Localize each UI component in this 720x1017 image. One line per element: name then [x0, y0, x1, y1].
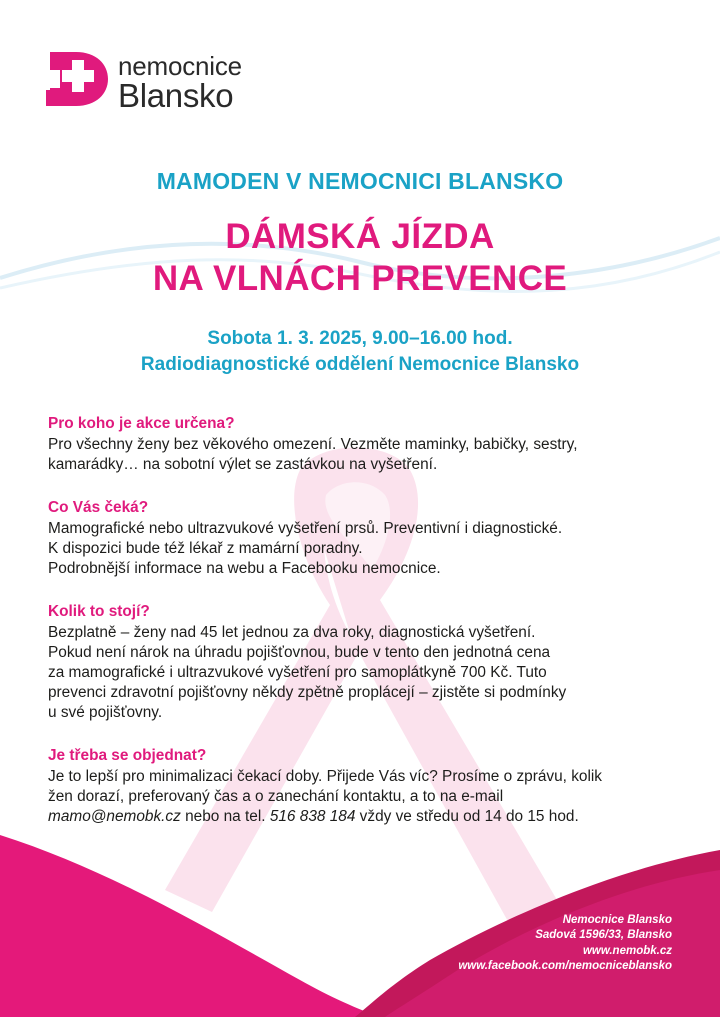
contact-text: nebo na tel. [180, 808, 270, 825]
event-title-line-1: DÁMSKÁ JÍZDA [225, 217, 495, 256]
section-what [48, 498, 678, 579]
logo-text-blansko: Blansko [118, 77, 234, 114]
section-text-line: Pokud není nárok na úhradu pojišťovnou, bude v tento den jednotná cena [48, 644, 551, 661]
section-text-line: K dispozici bude též lékař z mamární poradny. [48, 540, 363, 557]
event-location: Radiodiagnostické oddělení Nemocnice Blansko [140, 354, 580, 375]
section-text-line: Mamografické nebo ultrazvukové vyšetření prsů. Preventivní i diagnostické. [48, 520, 563, 537]
footer-address: Sadová 1596/33, Blansko [535, 929, 672, 942]
section-text-line: Pro všechny ženy bez věkového omezení. Vezměte maminky, babičky, sestry, [48, 436, 578, 453]
hospital-cross-logo-icon [46, 46, 110, 112]
contact-line [48, 807, 678, 827]
hospital-logo [46, 44, 286, 114]
section-who [48, 414, 678, 475]
section-text-line: za mamografické i ultrazvukové vyšetření pro samoplátkyně 700 Kč. Tuto [48, 664, 547, 681]
section-price [48, 602, 678, 723]
event-date-time: Sobota 1. 3. 2025, 9.00–16.00 hod. [207, 328, 513, 349]
event-details [0, 326, 720, 378]
section-text-line: žen dorazí, preferovaný čas a o zanechání kontaktu, a to na e-mail [48, 788, 504, 805]
section-text-line: prevenci zdravotní pojišťovny někdy zpětně proplácejí – zjistěte si podmínky [48, 684, 567, 701]
info-sections [48, 414, 678, 850]
footer-org: Nemocnice Blansko [562, 914, 672, 926]
section-text-line: u své pojišťovny. [48, 704, 163, 721]
footer-facebook-link[interactable]: www.facebook.com/nemocniceblansko [458, 960, 672, 973]
section-heading: Je třeba se objednat? [48, 747, 207, 764]
section-text-line: Podrobnější informace na webu a Facebooku nemocnice. [48, 560, 441, 577]
section-text-line: kamarádky… na sobotní výlet se zastávkou na vyšetření. [48, 456, 438, 473]
event-subtitle: MAMODEN V NEMOCNICI BLANSKO [156, 168, 564, 194]
contact-text: vždy ve středu od 14 do 15 hod. [355, 808, 579, 825]
event-title [0, 216, 720, 300]
section-heading: Pro koho je akce určena? [48, 415, 235, 432]
footer-contact [458, 913, 672, 975]
contact-phone-link[interactable]: 516 838 184 [269, 808, 356, 825]
section-heading: Kolik to stojí? [48, 603, 150, 620]
section-booking [48, 746, 678, 827]
section-text-line: Je to lepší pro minimalizaci čekací doby. Přijede Vás víc? Prosíme o zprávu, kolik [48, 768, 603, 785]
section-heading: Co Vás čeká? [48, 499, 149, 516]
event-title-line-2: NA VLNÁCH PREVENCE [152, 259, 568, 298]
section-text-line: Bezplatně – ženy nad 45 let jednou za dva roky, diagnostická vyšetření. [48, 624, 536, 641]
logo-text-nemocnice: nemocnice [118, 51, 242, 81]
footer-web-link[interactable]: www.nemobk.cz [582, 944, 672, 957]
contact-email-link[interactable]: mamo@nemobk.cz [48, 808, 181, 825]
